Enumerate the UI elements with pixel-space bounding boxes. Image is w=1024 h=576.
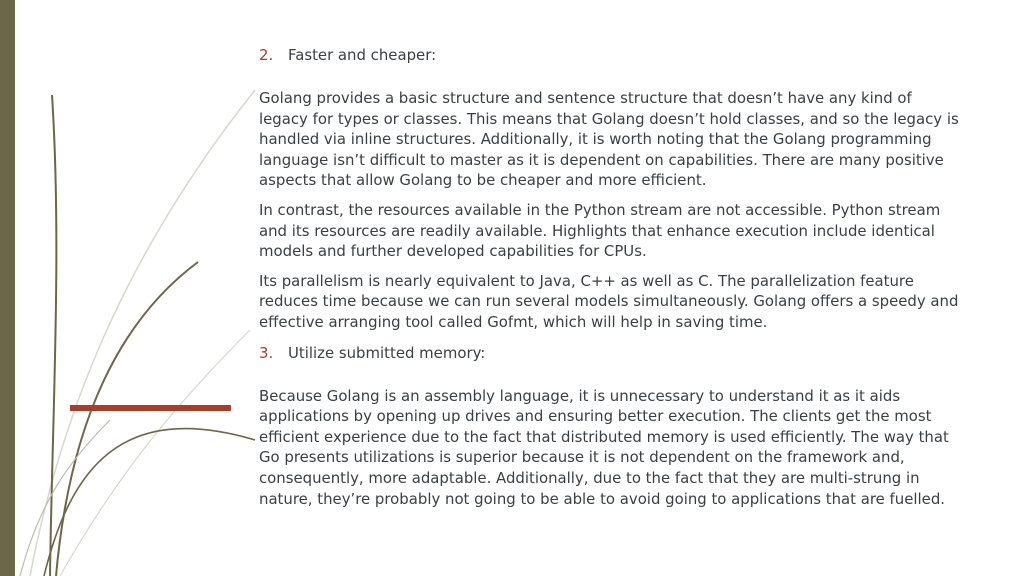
paragraph: In contrast, the resources available in the Python stream are not accessible. Python stream and its resources are readily available. Highlights that enhance execution include identical models and further developed capabilities for CPUs.	[259, 200, 941, 261]
section-title: Utilize submitted memory:	[288, 343, 486, 362]
accent-line	[70, 405, 231, 411]
stem-dark-mid	[56, 262, 198, 576]
content-body	[259, 44, 959, 509]
paragraph: Golang provides a basic structure and sentence structure that doesn’t have any kind of legacy for types or classes. This means that Golang doesn’t hold classes, and so the legacy is handled via inline structures. Additionally, it is worth noting that the Golang programming language isn’t difficult to master as it is dependent on capabilities. There are many positive aspects that allow Golang to be cheaper and more efficient.	[259, 89, 959, 190]
section-heading-2	[259, 44, 959, 66]
section-number: 2.	[259, 46, 274, 64]
section-title: Faster and cheaper:	[288, 46, 437, 64]
stem-light-3	[20, 420, 110, 576]
stem-light	[30, 90, 255, 576]
stem-dark-long	[44, 429, 255, 576]
stem-dark-tall	[50, 95, 56, 576]
decorative-stems	[0, 0, 260, 576]
paragraph: Because Golang is an assembly language, it is unnecessary to understand it as it aids applications by opening up drives and ensuring better execution. The clients get the most efficient experience due to the fact that distributed memory is used efficiently. The way that Go presents utilizations is superior because it is not dependent on the framework and, consequently, more adaptable. Additionally, due to the fact that they are multi-strung in nature, they’re probably not going to be able to avoid going to applications that are fuelled.	[259, 386, 949, 508]
section-heading-3	[259, 342, 959, 364]
section-number: 3.	[259, 343, 274, 362]
paragraph: Its parallelism is nearly equivalent to Java, C++ as well as C. The parallelization feature reduces time because we can run several models simultaneously. Golang offers a speedy and effective arranging tool called Gofmt, which will help in saving time.	[259, 271, 959, 331]
stem-light-2	[60, 330, 250, 576]
